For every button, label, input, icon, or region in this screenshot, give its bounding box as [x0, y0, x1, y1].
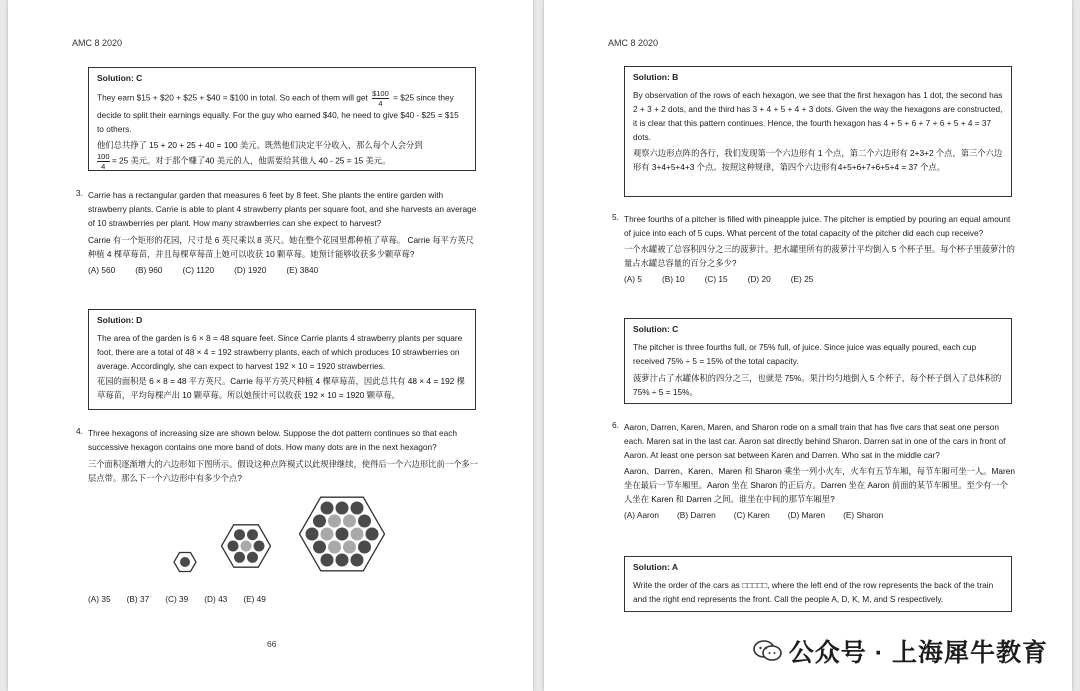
question-number: 3.: [76, 188, 83, 198]
dot: [313, 541, 326, 554]
question-number: 5.: [612, 212, 619, 222]
dot: [328, 541, 341, 554]
choice-e: (E) 3840: [286, 265, 319, 275]
solution-text-en: The pitcher is three fourths full, or 75% full, of juice. Since juice was equally poured, each cup received 75% ÷ 5 = 15% of the total capacity.: [633, 342, 977, 366]
solution-text-en: Write the order of the cars as □□□□□, where the left end of the row represents the back of the train and the right end represents the front. Call the people A, D, K, M, and S respectively.: [633, 580, 994, 604]
question-6: [612, 420, 1016, 520]
solution-title: Solution: B: [633, 72, 679, 82]
solution-box-3: [88, 309, 476, 410]
question-5: [612, 212, 1016, 284]
dot: [228, 541, 239, 552]
answer-choices: [88, 265, 478, 275]
choice-d: (D) Maren: [787, 510, 826, 520]
question-text-en: Three fourths of a pitcher is filled with pineapple juice. The pitcher is emptied by pouring an equal amount of juice into each of 5 cups. What percent of the total capacity of the pitcher did each cup receive?: [624, 214, 1011, 238]
hexagon-small: [174, 553, 196, 572]
dot: [234, 552, 245, 563]
choice-d: (D) 1920: [234, 265, 267, 275]
dot: [306, 528, 319, 541]
solution-box-4: [624, 66, 1012, 197]
fraction-denominator: 4: [378, 99, 383, 108]
choice-d: (D) 43: [204, 594, 228, 604]
question-4-choices: [88, 594, 266, 604]
solution-title: Solution: C: [633, 324, 679, 334]
choice-b: (B) 10: [661, 274, 685, 284]
choice-e: (E) 25: [790, 274, 814, 284]
question-text-zh: 一个水罐被了总容积四分之三的菠萝汁。把水罐里所有的菠萝汁平均倒入 5 个杯子里。每个杯子里菠萝汁的量占水罐总容量的百分之多少?: [624, 244, 1015, 268]
choice-c: (C) Karen: [733, 510, 770, 520]
choice-a: (A) Aaron: [624, 510, 660, 520]
dot: [336, 554, 349, 567]
solution-text-zh: [97, 138, 467, 171]
dot: [321, 554, 334, 567]
solution-title: Solution: D: [97, 315, 143, 325]
dot: [336, 502, 349, 515]
question-number: 4.: [76, 426, 83, 436]
question-text-zh: Carrie 有一个矩形的花园，尺寸是 6 英尺乘以 8 英尺。她在整个花园里都种植了草莓。 Carrie 每平方英尺种植 4 棵草莓苗，并且每棵草莓苗上她可以收获 10 颗草莓。她预计能够收获多少颗草莓?: [88, 235, 474, 259]
choice-e: (E) Sharon: [843, 510, 884, 520]
solution-line-zh: 他们总共挣了 15 + 20 + 25 + 40 = 100 美元。既然他们决定平分收入，那么每个人会分到: [97, 140, 423, 150]
dot: [358, 515, 371, 528]
dot: [180, 557, 190, 567]
dot: [313, 515, 326, 528]
dot: [234, 529, 245, 540]
dot: [343, 515, 356, 528]
dot: [366, 528, 379, 541]
dot: [247, 552, 258, 563]
question-text-zh: 三个面积逐渐增大的六边形如下图所示。假设这种点阵模式以此规律继续，使得后一个六边形比前一个多一层点带。那么下一个六边形中有多少个点?: [88, 459, 478, 483]
question-3: [76, 188, 478, 275]
page-header: AMC 8 2020: [608, 38, 659, 48]
left-page: [8, 0, 533, 691]
dot: [241, 541, 252, 552]
fraction-result: = $25: [393, 92, 415, 103]
fraction-numerator: $100: [372, 89, 389, 98]
fraction-numerator: 100: [97, 152, 110, 161]
dot: [321, 528, 334, 541]
dot: [247, 529, 258, 540]
question-text-en: Carrie has a rectangular garden that measures 6 feet by 8 feet. She plants the entire garden with strawberry plants. Carrie is able to plant 4 strawberry plants per square foot, and she harvests an average of 10 strawberries per plant. How many strawberries can she expect to harvest?: [88, 190, 477, 228]
question-text-zh: Aaron、Darren、Karen、Maren 和 Sharon 乘坐一列小火车，火车有五节车厢，每节车厢可坐一人。Maren 坐在最后一节车厢里。Aaron 坐在 Sharon 的正后方。Darren 坐在 Aaron 前面的某节车厢里。至少有一个人坐在 Karen 和 Darren 之间。谁坐在中间的那节车厢里?: [624, 466, 1015, 504]
solution-text-zh: 菠萝汁占了水罐体积的四分之三，也就是 75%。果汁均匀地倒入 5 个杯子，每个杯子倒入了总体积的 75% ÷ 5 = 15%。: [633, 373, 1002, 397]
solution-text-zh: 观察六边形点阵的各行，我们发现第一个六边形有 1 个点，第二个六边形有 2+3+2 个点，第三个六边形有 3+4+5+4+3 个点。按照这种规律，第四个六边形有4+5+6+7+6+5+4 = 37 个点。: [633, 148, 1003, 172]
fraction-zh: [97, 152, 110, 171]
solution-box-2: [88, 67, 476, 171]
dot: [351, 554, 364, 567]
solution-line: They earn $15 + $20 + $25 + $40 = $100 in total. So each of them will get: [97, 92, 368, 103]
wechat-icon: [753, 640, 783, 662]
solution-text-en: The area of the garden is 6 × 8 = 48 square feet. Since Carrie plants 4 strawberry plants per square foot, there are a total of 48 × 4 = 192 strawberry plants, each of which produces 10 strawberries on average. Accordingly, she can expect to harvest 192 × 10 = 1920 strawberries.: [97, 333, 463, 371]
answer-choices: [624, 510, 1016, 520]
solution-text-zh: 花园的面积是 6 × 8 = 48 平方英尺。Carrie 每平方英尺种植 4 棵草莓苗，因此总共有 48 × 4 = 192 棵草莓苗，平均每棵产出 10 颗草莓。所以她预计可以收获 192 × 10 = 1920 颗草莓。: [97, 376, 465, 400]
question-number: 6.: [612, 420, 619, 430]
question-4: [76, 426, 480, 485]
fraction-denominator: 4: [101, 162, 106, 171]
solution-title: Solution: A: [633, 562, 679, 572]
dot: [351, 502, 364, 515]
hexagon-figure: [158, 490, 398, 582]
choice-a: (A) 5: [624, 274, 642, 284]
choice-b: (B) 960: [135, 265, 163, 275]
solution-line: since they decide to split their earnings equally. For the guy who earned $40, he need to give $40 - $25 = $15 to others.: [97, 92, 459, 134]
dot: [328, 515, 341, 528]
solution-text-en: By observation of the rows of each hexagon, we see that the first hexagon has 1 dot, the second has 2 + 3 + 2 dots, and the third has 3 + 4 + 5 + 4 + 3 dots. Given the way the hexagons are constructed, it is clear that this pattern continues. Hence, the fourth hexagon has 4 + 5 + 6 + 7 + 6 + 5 + 4 = 37 dots.: [633, 90, 1003, 142]
dot: [336, 528, 349, 541]
choice-a: (A) 560: [88, 265, 116, 275]
solution-line-zh: = 25 美元。对于那个赚了40 美元的人，他需要给其他人 40 - 25 = 15 美元。: [111, 155, 391, 166]
dot: [351, 528, 364, 541]
choice-c: (C) 15: [704, 274, 728, 284]
choice-b: (B) 37: [126, 594, 150, 604]
answer-choices: [624, 274, 1016, 284]
watermark-text: 公众号 · 上海犀牛教育: [788, 639, 1048, 667]
choice-a: (A) 35: [88, 594, 111, 604]
dot: [254, 541, 265, 552]
dot: [321, 502, 334, 515]
question-text-en: Aaron, Darren, Karen, Maren, and Sharon rode on a small train that has five cars that seat one person each. Maren sat in the last car. Aaron sat directly behind Sharon. Darren sat in one of the cars in front of Aaron. At least one person sat between Karen and Darren. Who sat in the middle car?: [624, 422, 1006, 460]
choice-e: (E) 49: [243, 594, 266, 604]
choice-c: (C) 1120: [182, 265, 215, 275]
fraction: [372, 89, 389, 108]
solution-box-6: [624, 556, 1012, 612]
solution-title: Solution: C: [97, 73, 143, 83]
hexagon-medium: [222, 525, 271, 567]
choice-d: (D) 20: [747, 274, 771, 284]
solution-text-en: [97, 89, 467, 136]
question-text-en: Three hexagons of increasing size are shown below. Suppose the dot pattern continues so that each successive hexagon contains one more band of dots. How many dots are in the next hexagon?: [88, 428, 457, 452]
watermark: [753, 633, 1048, 669]
page-header: AMC 8 2020: [72, 38, 123, 48]
page-number: 66: [267, 639, 277, 649]
solution-box-5: [624, 318, 1012, 404]
choice-c: (C) 39: [165, 594, 189, 604]
dot: [343, 541, 356, 554]
right-page: [544, 0, 1072, 691]
dot: [358, 541, 371, 554]
hexagon-large: [300, 497, 385, 571]
choice-b: (B) Darren: [677, 510, 716, 520]
